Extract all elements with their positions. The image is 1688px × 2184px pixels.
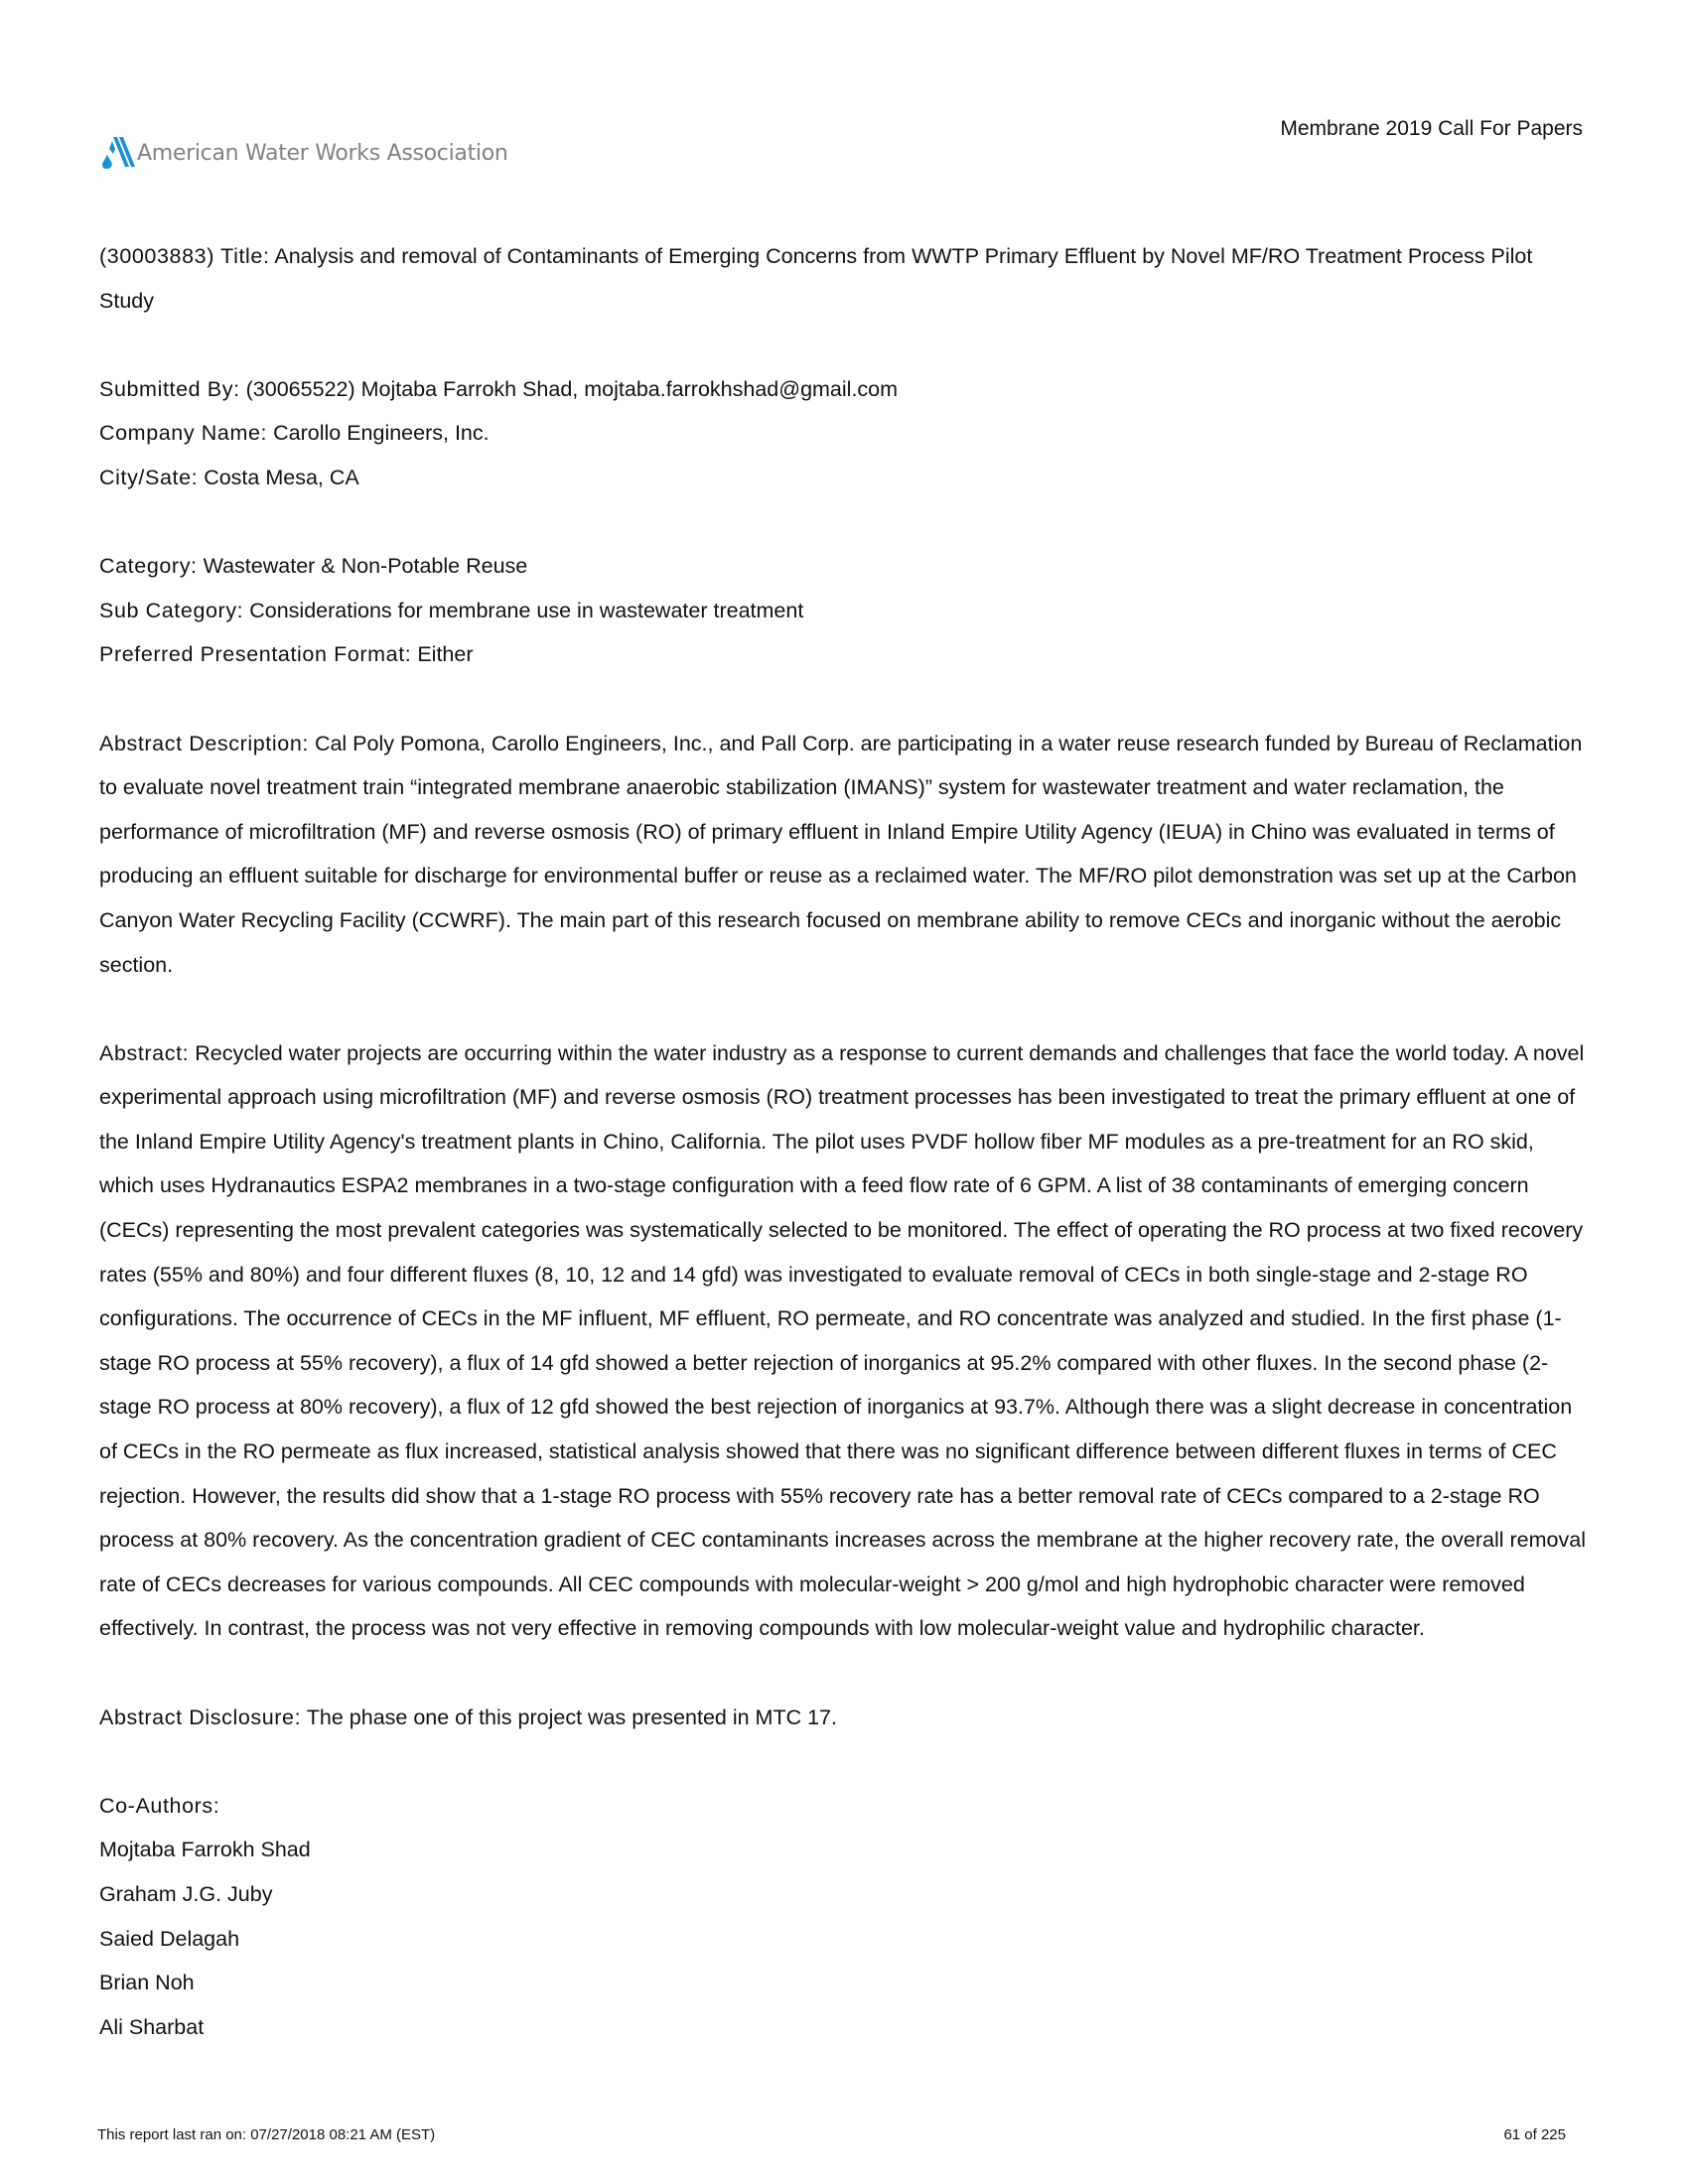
awwa-logo xyxy=(101,129,508,169)
subcategory-field xyxy=(99,589,1589,633)
abstract-description-label: Abstract Description: xyxy=(99,731,309,755)
logo-text: American Water Works Association xyxy=(137,141,508,166)
company-field xyxy=(99,411,1589,456)
category-field xyxy=(99,544,1589,589)
abstract-field xyxy=(99,1031,1589,1651)
page-indicator: 61 of 225 xyxy=(1503,2126,1566,2143)
spacer xyxy=(99,500,1589,545)
title-value: Analysis and removal of Contaminants of Emerging Concerns from WWTP Primary Effluent by Novel MF/RO Treatment Process Pilot Study xyxy=(99,244,1533,313)
report-title: Membrane 2019 Call For Papers xyxy=(1280,117,1583,140)
coauthor-item: Graham J.G. Juby xyxy=(99,1881,273,1906)
report-timestamp: This report last ran on: 07/27/2018 08:21 AM (EST) xyxy=(97,2126,436,2143)
submitted-by-label: Submitted By: xyxy=(99,376,240,401)
submitted-by-value: (30065522) Mojtaba Farrokh Shad, mojtaba.farrokhshad@gmail.com xyxy=(245,376,899,401)
awwa-water-drop-logo-icon xyxy=(101,135,135,169)
spacer xyxy=(99,1739,1589,1784)
coauthor-item: Mojtaba Farrokh Shad xyxy=(99,1838,311,1862)
submitted-by-field xyxy=(99,367,1589,412)
coauthor-item: Saied Delagah xyxy=(99,1926,240,1951)
category-label: Category: xyxy=(99,554,198,579)
spacer xyxy=(99,677,1589,722)
abstract-value: Recycled water projects are occurring within the water industry as a response to current demands and challenges that face the world today. A novel experimental approach using microfiltration (MF) and reverse osmosis (RO) treatment processes has been investigated to treat the primary effluent at one of the Inland Empire Utility Agency's treatment plants in Chino, California. The pilot uses PVDF hollow fiber MF modules as a pre-treatment for an RO skid, which uses Hydranautics ESPA2 membranes in a two-stage configuration with a feed flow rate of 6 GPM. A list of 38 contaminants of emerging concern (CECs) representing the most prevalent categories was systematically selected to be monitored. The effect of operating the RO process at two fixed recovery rates (55% and 80%) and four different fluxes (8, 10, 12 and 14 gfd) was investigated to evaluate removal of CECs in both single-stage and 2-stage RO configurations. The occurrence of CECs in the MF influent, MF effluent, RO permeate, and RO concentrate was analyzed and studied. In the first phase (1-stage RO process at 55% recovery), a flux of 14 gfd showed a better rejection of inorganics at 95.2% compared with other fluxes. In the second phase (2-stage RO process at 80% recovery), a flux of 12 gfd showed the best rejection of inorganics at 93.7%. Although there was a slight decrease in concentration of CECs in the RO permeate as flux increased, statistical analysis showed that there was no significant difference between different fluxes in terms of CEC rejection. However, the results did show that a 1-stage RO process with 55% recovery rate has a better removal rate of CECs compared to a 2-stage RO process at 80% recovery. As the concentration gradient of CEC contaminants increases across the membrane at the higher recovery rate, the overall removal rate of CECs decreases for various compounds. All CEC compounds with molecular-weight > 200 g/mol and high hydrophobic character were removed effectively. In contrast, the process was not very effective in removing compounds with low molecular-weight value and hydrophilic character. xyxy=(99,1040,1586,1641)
abstract-disclosure-label: Abstract Disclosure: xyxy=(99,1705,302,1729)
coauthor-item: Brian Noh xyxy=(99,1971,195,1995)
company-label: Company Name: xyxy=(99,421,268,446)
city-label: City/Sate: xyxy=(99,465,199,489)
spacer xyxy=(99,1651,1589,1696)
subcategory-value: Considerations for membrane use in wastewater treatment xyxy=(249,598,804,622)
city-value: Costa Mesa, CA xyxy=(204,465,359,489)
abstract-disclosure-field xyxy=(99,1696,1589,1740)
presentation-format-label: Preferred Presentation Format: xyxy=(99,642,412,667)
presentation-format-value: Either xyxy=(417,642,474,667)
city-field xyxy=(99,456,1589,500)
abstract-description-field xyxy=(99,722,1589,988)
category-value: Wastewater & Non-Potable Reuse xyxy=(203,554,528,579)
abstract-description-value: Cal Poly Pomona, Carollo Engineers, Inc., and Pall Corp. are participating in a water reuse research funded by Bureau of Reclamation to evaluate novel treatment train “integrated membrane anaerobic stabilization (IMANS)” system for wastewater treatment and water reclamation, the performance of microfiltration (MF) and reverse osmosis (RO) of primary effluent in Inland Empire Utility Agency (IEUA) in Chino was evaluated in terms of producing an effluent suitable for discharge for environmental buffer or reuse as a reclaimed water. The MF/RO pilot demonstration was set up at the Carbon Canyon Water Recycling Facility (CCWRF). The main part of this research focused on membrane ability to remove CECs and inorganic without the aerobic section. xyxy=(99,731,1583,977)
coauthors-label: Co-Authors: xyxy=(99,1793,220,1818)
abstract-label: Abstract: xyxy=(99,1040,190,1065)
spacer xyxy=(99,987,1589,1031)
presentation-format-field xyxy=(99,632,1589,677)
title-field xyxy=(99,234,1589,323)
abstract-disclosure-value: The phase one of this project was presented in MTC 17. xyxy=(306,1705,837,1729)
subcategory-label: Sub Category: xyxy=(99,598,244,622)
coauthor-item: Ali Sharbat xyxy=(99,2014,205,2039)
submission-content xyxy=(99,234,1589,2049)
company-value: Carollo Engineers, Inc. xyxy=(273,421,490,446)
title-label: (30003883) Title: xyxy=(99,244,270,268)
spacer xyxy=(99,323,1589,367)
